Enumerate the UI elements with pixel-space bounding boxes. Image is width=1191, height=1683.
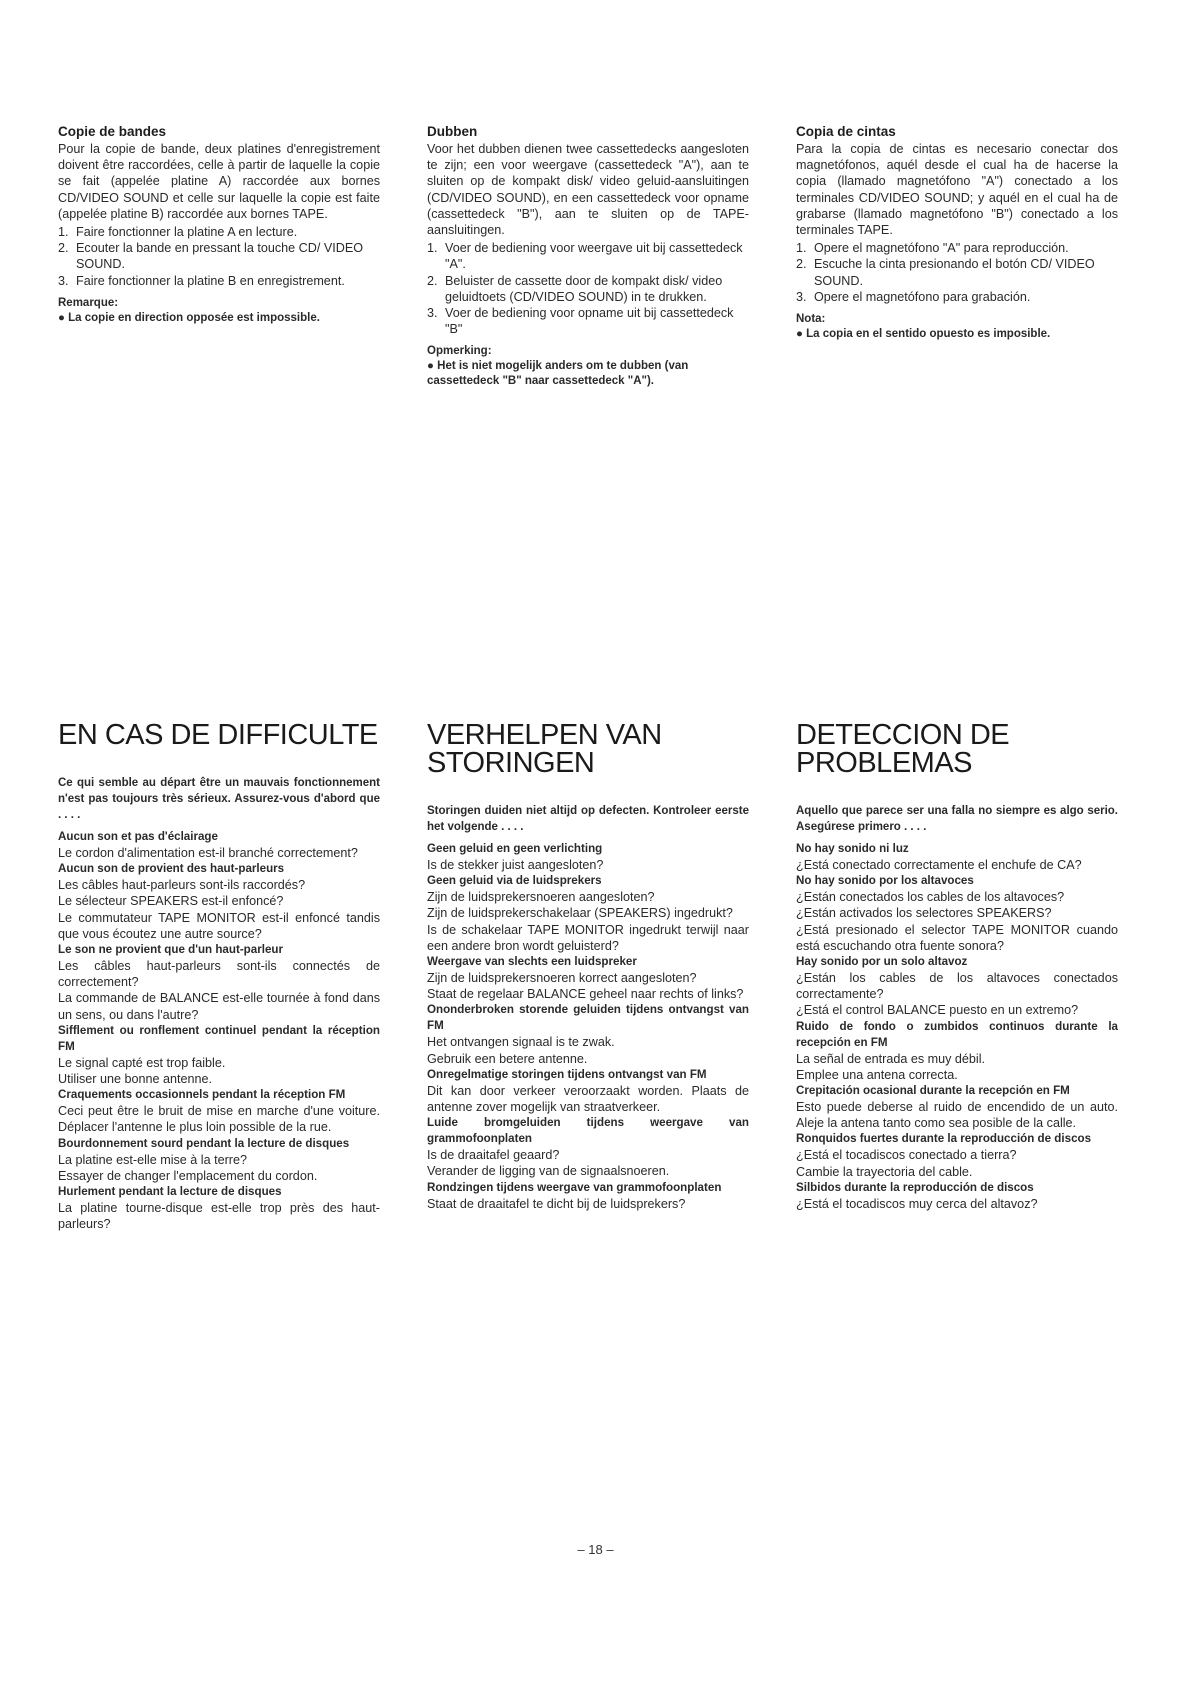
list-item bbox=[427, 873, 749, 954]
list-item bbox=[796, 954, 1118, 1019]
list-item bbox=[427, 273, 749, 305]
remedy: Utiliser une bonne antenne. bbox=[58, 1072, 213, 1087]
remedy: Cambie la trayectoria del cable. bbox=[796, 1164, 973, 1179]
step-number: 3. bbox=[427, 306, 438, 321]
remedy: Zijn de luidsprekersnoeren aangesloten? bbox=[427, 890, 655, 905]
remedy: Is de schakelaar TAPE MONITOR ingedrukt terwijl naar een andere bron wordt geluisterd? bbox=[427, 922, 749, 953]
remedy: Staat de regelaar BALANCE geheel naar rechts of links? bbox=[427, 987, 744, 1002]
symptom: Geen geluid via de luidsprekers bbox=[427, 874, 602, 888]
list-item bbox=[58, 829, 380, 861]
list-item bbox=[58, 224, 380, 240]
symptom: Silbidos durante la reproducción de discos bbox=[796, 1180, 1034, 1194]
section-paragraph: Pour la copie de bande, deux platines d'enregistrement doivent être raccordées, celle à partir de laquelle la copie se fait (appelée platine A) raccordée aux bornes CD/VIDEO SOUND et celle sur laquelle la copie est faite (appelée platine B) raccordée aux bornes TAPE. bbox=[58, 142, 380, 221]
remedy: ¿Está conectado correctamente el enchufe de CA? bbox=[796, 858, 1082, 872]
list-item bbox=[427, 1067, 749, 1115]
remedy: Is de stekker juist aangesloten? bbox=[427, 858, 604, 872]
remedy: Zijn de luidsprekersnoeren korrect aangesloten? bbox=[427, 971, 697, 986]
list-item bbox=[796, 256, 1118, 288]
list-item bbox=[58, 1136, 380, 1184]
remedy: Zijn de luidsprekerschakelaar (SPEAKERS) ingedrukt? bbox=[427, 906, 733, 921]
copy-section-fr bbox=[58, 124, 380, 326]
step-list bbox=[427, 240, 749, 337]
list-item bbox=[796, 1083, 1118, 1131]
list-item bbox=[427, 841, 749, 873]
list-item bbox=[427, 305, 749, 337]
list-item bbox=[427, 954, 749, 1002]
symptom: Crepitación ocasional durante la recepción en FM bbox=[796, 1084, 1070, 1098]
step-text: Ecouter la bande en pressant la touche CD/ VIDEO SOUND. bbox=[76, 241, 364, 272]
page-number: – 18 – bbox=[577, 1542, 614, 1557]
remedy: Ceci peut être le bruit de mise en marche d'une voiture. Déplacer l'antenne le plus loin possible de la rue. bbox=[58, 1104, 380, 1135]
step-list bbox=[796, 240, 1118, 305]
symptom: Ruido de fondo o zumbidos continuos durante la recepción en FM bbox=[796, 1019, 1118, 1049]
step-number: 2. bbox=[58, 241, 69, 256]
remedy: Staat de draaitafel te dicht bij de luidsprekers? bbox=[427, 1196, 686, 1211]
remedy: La señal de entrada es muy débil. bbox=[796, 1051, 986, 1066]
list-item bbox=[58, 1023, 380, 1087]
step-text: Faire fonctionner la platine B en enregistrement. bbox=[76, 273, 345, 288]
step-number: 1. bbox=[427, 241, 438, 256]
symptom: Bourdonnement sourd pendant la lecture de disques bbox=[58, 1136, 350, 1150]
page-heading: VERHELPEN VAN STORINGEN bbox=[427, 719, 662, 779]
remedy: Dit kan door verkeer veroorzaakt worden. Plaats de antenne zover mogelijk van straatverkeer. bbox=[427, 1083, 749, 1115]
step-number: 3. bbox=[796, 289, 807, 304]
remedy: La platine est-elle mise à la terre? bbox=[58, 1152, 248, 1167]
symptom: Aucun son de provient des haut-parleurs bbox=[58, 862, 285, 876]
list-item bbox=[58, 861, 380, 942]
step-text: Escuche la cinta presionando el botón CD/ VIDEO SOUND. bbox=[814, 257, 1095, 288]
remedy: Le cordon d'alimentation est-il branché correctement? bbox=[58, 846, 358, 860]
list-item bbox=[796, 1019, 1118, 1083]
troubleshooting-fr bbox=[58, 721, 380, 1232]
step-number: 3. bbox=[58, 273, 69, 288]
troubleshooting-es bbox=[796, 721, 1118, 1212]
symptom: Ronquidos fuertes durante la reproducción de discos bbox=[796, 1132, 1092, 1146]
note-heading: Remarque: bbox=[58, 296, 119, 309]
note-text: ● Het is niet mogelijk anders om te dubben (van cassettedeck "B" naar cassettedeck "A"). bbox=[427, 360, 689, 388]
symptom: Weergave van slechts een luidspreker bbox=[427, 955, 637, 969]
step-text: Beluister de cassette door de kompakt disk/ video geluidtoets (CD/VIDEO SOUND) in te drukken. bbox=[445, 273, 723, 304]
page-heading: DETECCION DE PROBLEMAS bbox=[796, 719, 1010, 779]
step-number: 1. bbox=[796, 241, 807, 256]
list-item bbox=[58, 240, 380, 272]
list-item bbox=[427, 240, 749, 272]
note-text: ● La copie en direction opposée est impossible. bbox=[58, 311, 320, 324]
note-text: ● La copia en el sentido opuesto es imposible. bbox=[796, 328, 1051, 341]
symptom: Rondzingen tijdens weergave van grammofoonplaten bbox=[427, 1180, 722, 1194]
step-text: Voer de bediening voor weergave uit bij cassettedeck "A". bbox=[445, 241, 743, 272]
list-item bbox=[58, 1087, 380, 1135]
step-number: 1. bbox=[58, 225, 69, 240]
copy-section-es bbox=[796, 124, 1118, 342]
list-item bbox=[796, 289, 1118, 305]
remedy: Le sélecteur SPEAKERS est-il enfoncé? bbox=[58, 894, 284, 909]
remedy: Is de draaitafel geaard? bbox=[427, 1148, 560, 1163]
section-title: Dubben bbox=[427, 124, 478, 139]
intro-text: Storingen duiden niet altijd op defecten. Kontroleer eerste het volgende . . . . bbox=[427, 805, 749, 833]
note-heading: Opmerking: bbox=[427, 345, 492, 358]
remedy: ¿Están los cables de los altavoces conectados correctamente? bbox=[796, 971, 1118, 1002]
remedy: Emplee una antena correcta. bbox=[796, 1067, 958, 1082]
remedy: Le commutateur TAPE MONITOR est-il enfoncé tandis que vous écoutez une autre source? bbox=[58, 910, 380, 941]
remedy: ¿Está el control BALANCE puesto en un extremo? bbox=[796, 1003, 1079, 1018]
step-text: Opere el magnetófono para grabación. bbox=[814, 289, 1031, 304]
remedy: ¿Están conectados los cables de los altavoces? bbox=[796, 890, 1065, 905]
copy-section-nl bbox=[427, 124, 749, 389]
symptom: Luide bromgeluiden tijdens weergave van grammofoonplaten bbox=[427, 1116, 749, 1146]
section-title: Copia de cintas bbox=[796, 124, 896, 139]
symptom: Craquements occasionnels pendant la réception FM bbox=[58, 1088, 346, 1102]
list-item bbox=[58, 273, 380, 289]
remedy: Esto puede deberse al ruido de encendido de un auto. Aleje la antena tanto como sea posible de la calle. bbox=[796, 1100, 1118, 1131]
symptom: Geen geluid en geen verlichting bbox=[427, 842, 603, 855]
remedy: ¿Está presionado el selector TAPE MONITOR cuando está escuchando otra fuente sonora? bbox=[796, 922, 1118, 953]
symptom: Sifflement ou ronflement continuel pendant la réception FM bbox=[58, 1023, 380, 1053]
section-title: Copie de bandes bbox=[58, 124, 167, 139]
troubleshooting-nl bbox=[427, 721, 749, 1212]
remedy: Les câbles haut-parleurs sont-ils connectés de correctement? bbox=[58, 959, 380, 990]
symptom: Hurlement pendant la lecture de disques bbox=[58, 1185, 282, 1199]
remedy: La commande de BALANCE est-elle tournée à fond dans un sens, ou dans l'autre? bbox=[58, 991, 380, 1022]
note-heading: Nota: bbox=[796, 313, 826, 326]
symptom: Ononderbroken storende geluiden tijdens ontvangst van FM bbox=[427, 1003, 749, 1033]
symptom: No hay sonido ni luz bbox=[796, 842, 909, 855]
remedy: La platine tourne-disque est-elle trop près des haut-parleurs? bbox=[58, 1201, 380, 1232]
list-item bbox=[796, 1180, 1118, 1212]
step-text: Voer de bediening voor opname uit bij cassettedeck "B" bbox=[445, 306, 734, 337]
list-item bbox=[796, 240, 1118, 256]
remedy: Essayer de changer l'emplacement du cordon. bbox=[58, 1168, 318, 1183]
symptom: Hay sonido por un solo altavoz bbox=[796, 955, 968, 969]
symptom: Le son ne provient que d'un haut-parleur bbox=[58, 943, 283, 957]
section-paragraph: Para la copia de cintas es necesario conectar dos magnetófonos, aquél desde el cual ha de hacerse la copia (llamado magnetófono "A") conectado a los terminales CD/VIDEO SOUND; y aquél en el cual ha de grabarse (llamado magnetófono "B") conectado a los terminales TAPE. bbox=[796, 142, 1118, 238]
list-item bbox=[796, 841, 1118, 873]
list-item bbox=[427, 1180, 749, 1212]
remedy: Verander de ligging van de signaalsnoeren. bbox=[427, 1164, 670, 1179]
section-paragraph: Voor het dubben dienen twee cassettedecks aangesloten te zijn; een voor weergave (cassettedeck "A"), aan te sluiten op de kompakt disk/ video geluid-aansluitingen (CD/VIDEO SOUND), en een cassettedeck voor opname (cassettedeck "B"), aan te sluiten op de TAPE-aansluitingen. bbox=[427, 142, 749, 238]
list-item bbox=[796, 873, 1118, 954]
remedy: ¿Está el tocadiscos conectado a tierra? bbox=[796, 1148, 1017, 1163]
intro-text: Aquello que parece ser una falla no siempre es algo serio. Asegúrese primero . . . . bbox=[796, 805, 1118, 833]
step-number: 2. bbox=[427, 273, 438, 288]
list-item bbox=[427, 1002, 749, 1066]
page-heading: EN CAS DE DIFFICULTE bbox=[58, 719, 378, 751]
list-item bbox=[58, 942, 380, 1023]
remedy: ¿Están activados los selectores SPEAKERS? bbox=[796, 906, 1052, 921]
remedy: Les câbles haut-parleurs sont-ils raccordés? bbox=[58, 878, 306, 893]
intro-text: Ce qui semble au départ être un mauvais fonctionnement n'est pas toujours très sérieux. Assurez-vous d'abord que . . . . bbox=[58, 777, 380, 821]
step-text: Opere el magnetófono "A" para reproducción. bbox=[814, 241, 1069, 256]
remedy: Le signal capté est trop faible. bbox=[58, 1055, 226, 1070]
step-number: 2. bbox=[796, 257, 807, 272]
remedy: Gebruik een betere antenne. bbox=[427, 1051, 588, 1066]
remedy: ¿Está el tocadiscos muy cerca del altavoz? bbox=[796, 1196, 1038, 1211]
symptom: No hay sonido por los altavoces bbox=[796, 874, 974, 888]
symptom: Aucun son et pas d'éclairage bbox=[58, 830, 218, 843]
remedy: Het ontvangen signaal is te zwak. bbox=[427, 1035, 615, 1050]
list-item bbox=[427, 1115, 749, 1179]
list-item bbox=[58, 1184, 380, 1232]
symptom: Onregelmatige storingen tijdens ontvangst van FM bbox=[427, 1067, 707, 1081]
step-text: Faire fonctionner la platine A en lecture. bbox=[76, 225, 298, 240]
list-item bbox=[796, 1131, 1118, 1179]
step-list bbox=[58, 224, 380, 289]
